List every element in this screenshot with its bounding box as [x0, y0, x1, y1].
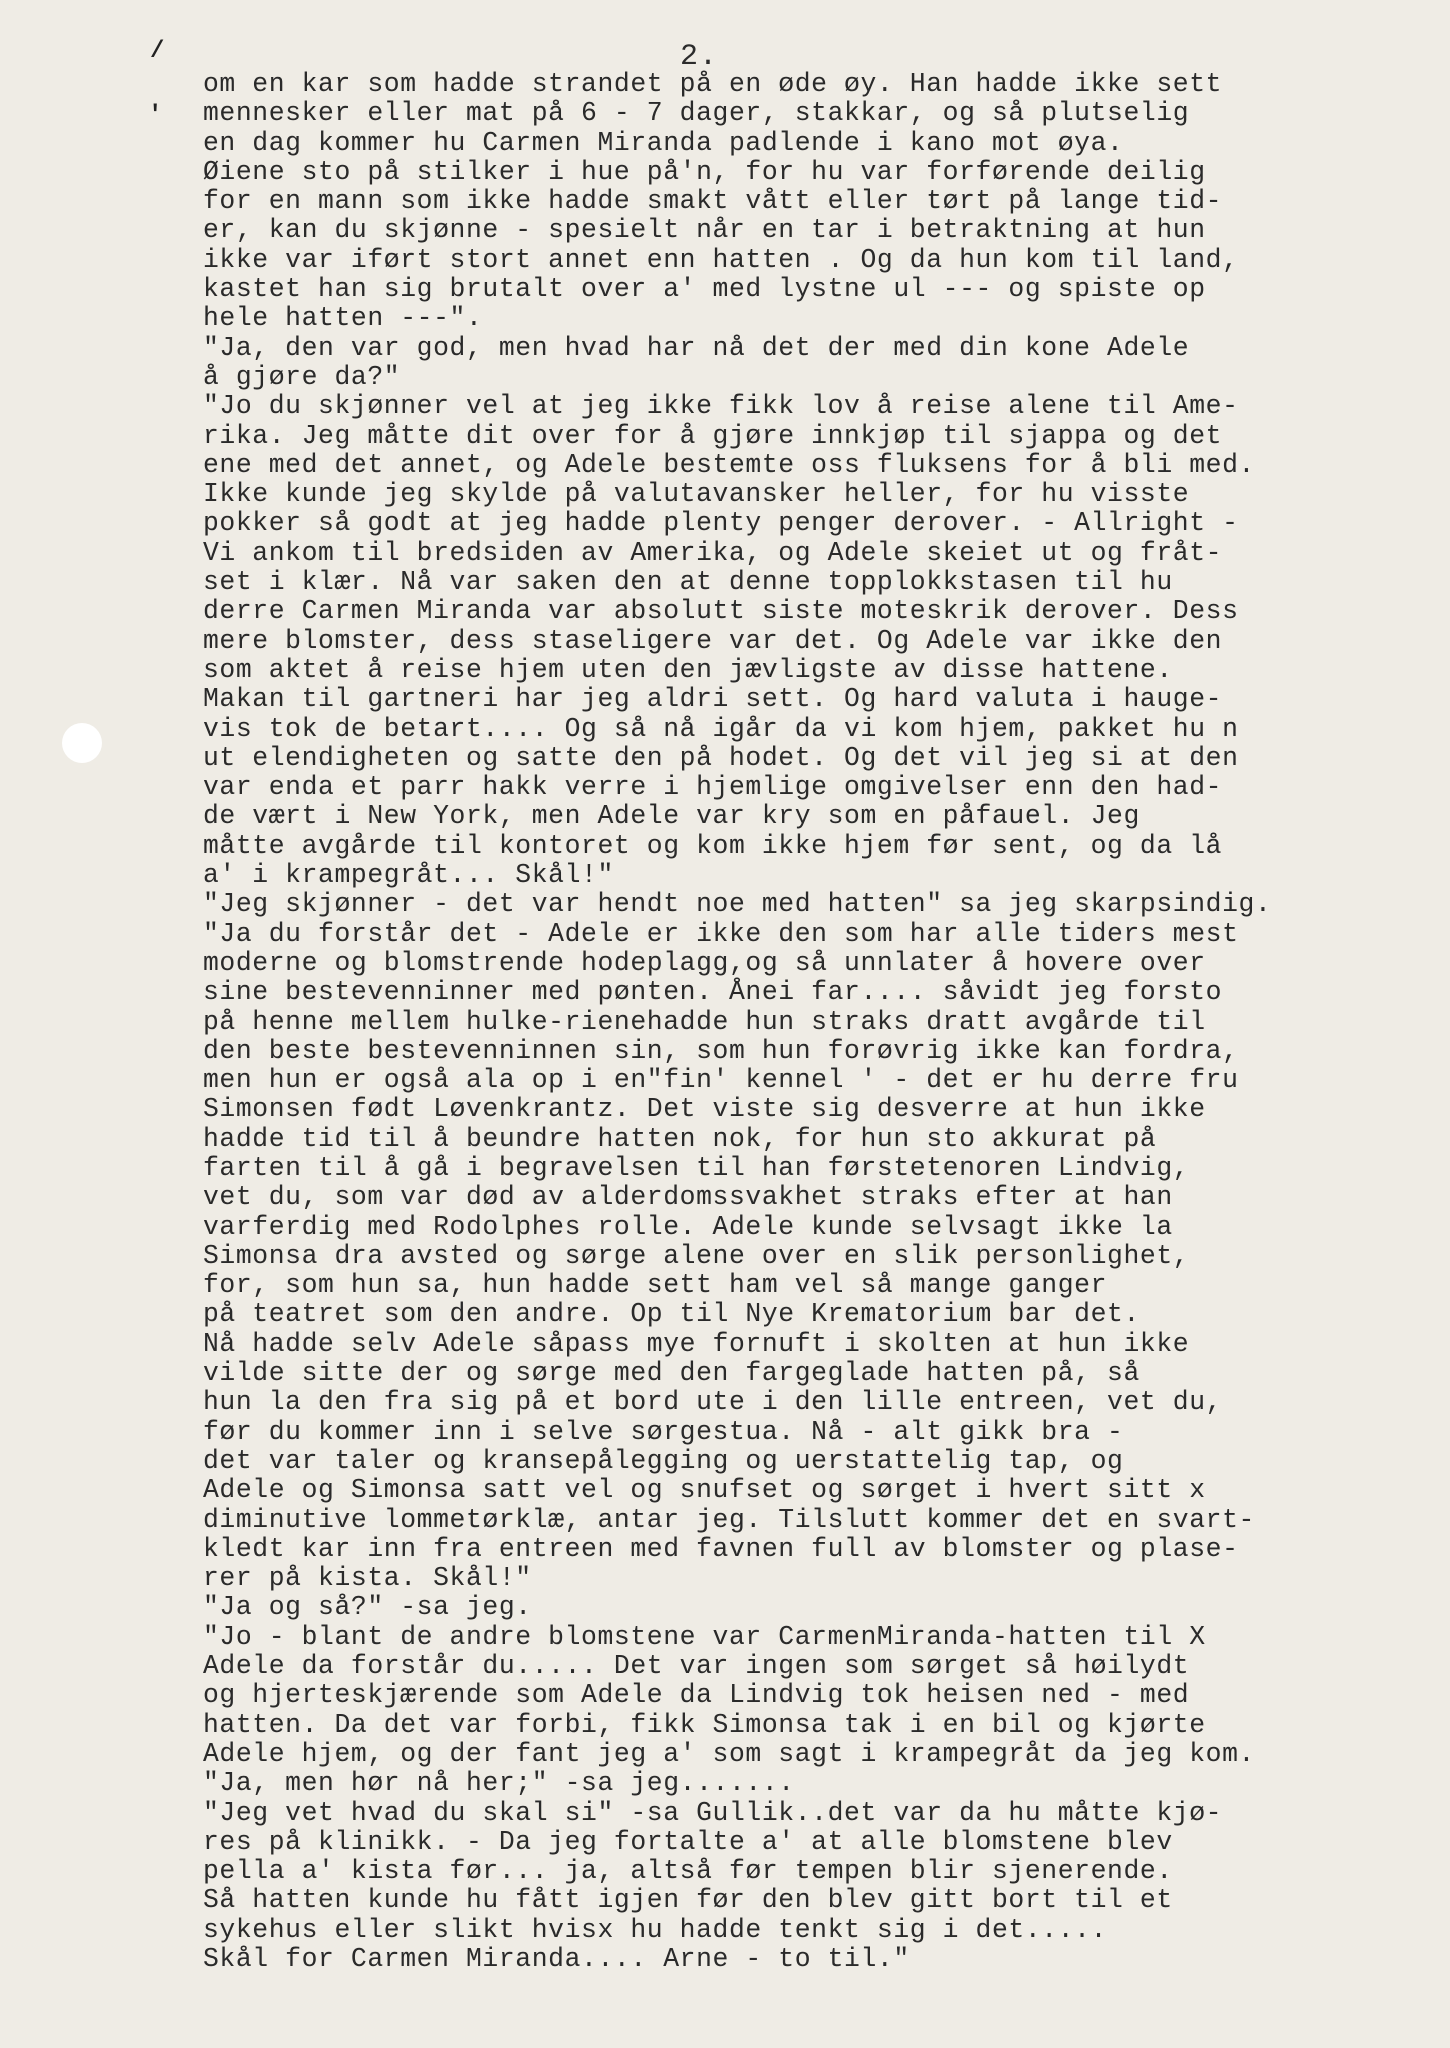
text-line: "Jo du skjønner vel at jeg ikke fikk lov å reise alene til Ame-	[203, 391, 1239, 422]
text-line: "Jeg vet hvad du skal si" -sa Gullik..det var da hu måtte kjø-	[203, 1797, 1223, 1828]
text-line: Nå hadde selv Adele såpass mye fornuft i skolten at hun ikke	[203, 1328, 1190, 1359]
text-line: Adele hjem, og der fant jeg a' som sagt i krampegråt da jeg kom.	[203, 1738, 1255, 1769]
text-line: moderne og blomstrende hodeplagg,og så unnlater å hovere over	[203, 947, 1206, 978]
text-line: sine bestevenninner med pønten. Ånei far.... såvidt jeg forsto	[203, 977, 1223, 1008]
text-line: men hun er også ala op i en"fin' kennel ' - det er hu derre fru	[203, 1065, 1239, 1096]
text-line: hun la den fra sig på et bord ute i den lille entreen, vet du,	[203, 1387, 1223, 1418]
text-line: rika. Jeg måtte dit over for å gjøre innkjøp til sjappa og det	[203, 420, 1223, 451]
punch-hole	[62, 723, 102, 763]
text-line: pella a' kista før... ja, altså før tempen blir sjenerende.	[203, 1856, 1173, 1887]
text-line: "Ja du forstår det - Adele er ikke den som har alle tiders mest	[203, 918, 1239, 949]
text-line: den beste bestevenninnen sin, som hun forøvrig ikke kan fordra,	[203, 1035, 1239, 1066]
text-line: kledt kar inn fra entreen med favnen full av blomster og plase-	[203, 1533, 1239, 1564]
text-line: som aktet å reise hjem uten den jævligste av disse hattene.	[203, 654, 1173, 685]
text-line: for en mann som ikke hadde smakt vått eller tørt på lange tid-	[203, 186, 1223, 217]
text-line: ikke var iført stort annet enn hatten . Og da hun kom til land,	[203, 244, 1239, 275]
text-line: Simonsen født Løvenkrantz. Det viste sig desverre at hun ikke	[203, 1094, 1206, 1125]
text-line: rer på kista. Skål!"	[203, 1563, 532, 1594]
text-line: vilde sitte der og sørge med den fargeglade hatten på, så	[203, 1358, 1140, 1389]
text-line: res på klinikk. - Da jeg fortalte a' at alle blomstene blev	[203, 1826, 1173, 1857]
text-line: sykehus eller slikt hvisx hu hadde tenkt sig i det.....	[203, 1914, 1108, 1945]
text-line: mennesker eller mat på 6 - 7 dager, stakkar, og så plutselig	[203, 98, 1190, 129]
text-line: Simonsa dra avsted og sørge alene over en slik personlighet,	[203, 1240, 1190, 1271]
text-line: mere blomster, dess staseligere var det. Og Adele var ikke den	[203, 625, 1223, 656]
text-line: Ikke kunde jeg skylde på valutavansker heller, for hu visste	[203, 479, 1190, 510]
text-line: Adele da forstår du..... Det var ingen som sørget så høilydt	[203, 1651, 1190, 1682]
text-line: a' i krampegråt... Skål!"	[203, 860, 614, 891]
text-line: det var taler og kransepålegging og uerstattelig tap, og	[203, 1445, 1124, 1476]
text-line: om en kar som hadde strandet på en øde øy. Han hadde ikke sett	[203, 69, 1223, 99]
text-line: var enda et parr hakk verre i hjemlige omgivelser enn den had-	[203, 772, 1223, 803]
margin-mark: /	[150, 38, 165, 65]
text-line: Adele og Simonsa satt vel og snufset og sørget i hvert sitt x	[203, 1475, 1206, 1506]
text-line: diminutive lommetørklæ, antar jeg. Tilslutt kommer det en svart-	[203, 1504, 1255, 1535]
text-line: "Jo - blant de andre blomstene var CarmenMiranda-hatten til X	[203, 1621, 1206, 1652]
text-line: set i klær. Nå var saken den at denne topplokkstasen til hu	[203, 567, 1173, 598]
text-line: og hjerteskjærende som Adele da Lindvig tok heisen ned - med	[203, 1680, 1190, 1711]
text-line: vet du, som var død av alderdomssvakhet straks efter at han	[203, 1182, 1173, 1213]
text-line: "Ja og så?" -sa jeg.	[203, 1592, 532, 1623]
text-line: er, kan du skjønne - spesielt når en tar i betraktning at hun	[203, 215, 1206, 246]
text-line: "Ja, den var god, men hvad har nå det der med din kone Adele	[203, 332, 1190, 363]
typewritten-text	[203, 70, 1413, 1974]
text-line: før du kommer inn i selve sørgestua. Nå - alt gikk bra -	[203, 1416, 1124, 1447]
text-line: Makan til gartneri har jeg aldri sett. Og hard valuta i hauge-	[203, 684, 1223, 715]
text-line: Øiene sto på stilker i hue på'n, for hu var forførende deilig	[203, 156, 1206, 187]
text-line: derre Carmen Miranda var absolutt siste moteskrik derover. Dess	[203, 596, 1239, 627]
text-line: måtte avgårde til kontoret og kom ikke hjem før sent, og da lå	[203, 830, 1223, 861]
page-number: 2.	[680, 40, 719, 74]
text-line: de vært i New York, men Adele var kry som en påfauel. Jeg	[203, 801, 1140, 832]
text-line: for, som hun sa, hun hadde sett ham vel så mange ganger	[203, 1270, 1108, 1301]
text-line: Skål for Carmen Miranda.... Arne - to til."	[203, 1944, 910, 1974]
text-line: "Ja, men hør nå her;" -sa jeg.......	[203, 1768, 795, 1799]
text-line: ene med det annet, og Adele bestemte oss fluksens for å bli med.	[203, 449, 1255, 480]
text-line: ut elendigheten og satte den på hodet. Og det vil jeg si at den	[203, 742, 1239, 773]
text-line: på teatret som den andre. Op til Nye Krematorium bar det.	[203, 1299, 1140, 1330]
text-line: farten til å gå i begravelsen til han førstetenoren Lindvig,	[203, 1152, 1190, 1183]
text-line: hele hatten ---".	[203, 303, 483, 334]
text-line: en dag kommer hu Carmen Miranda padlende i kano mot øya.	[203, 127, 1124, 158]
text-line: å gjøre da?"	[203, 361, 401, 392]
text-line: Vi ankom til bredsiden av Amerika, og Adele skeiet ut og fråt-	[203, 537, 1223, 568]
text-line: vis tok de betart.... Og så nå igår da vi kom hjem, pakket hu n	[203, 713, 1239, 744]
text-line: pokker så godt at jeg hadde plenty penger derover. - Allright -	[203, 508, 1239, 539]
text-line: Så hatten kunde hu fått igjen før den blev gitt bort til et	[203, 1885, 1173, 1916]
text-line: varferdig med Rodolphes rolle. Adele kunde selvsagt ikke la	[203, 1211, 1173, 1242]
text-line: på henne mellem hulke-rienehadde hun straks dratt avgårde til	[203, 1006, 1206, 1037]
text-line: hadde tid til å beundre hatten nok, for hun sto akkurat på	[203, 1123, 1157, 1154]
text-line: "Jeg skjønner - det var hendt noe med hatten" sa jeg skarpsindig.	[203, 889, 1272, 920]
text-line: hatten. Da det var forbi, fikk Simonsa tak i en bil og kjørte	[203, 1709, 1206, 1740]
margin-mark: '	[148, 102, 163, 129]
text-line: kastet han sig brutalt over a' med lystne ul --- og spiste op	[203, 274, 1206, 305]
